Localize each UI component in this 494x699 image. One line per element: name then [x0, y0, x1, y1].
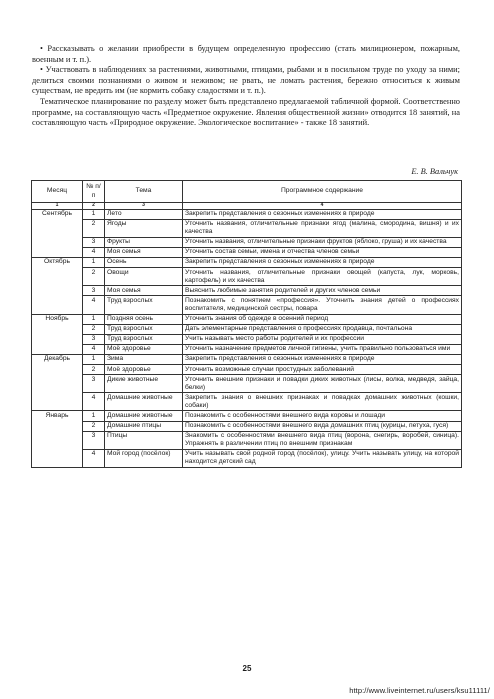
topic-cell: Домашние птицы	[105, 421, 183, 431]
content-cell: Закрепить знания о внешних признаках и повадках домашних животных (кошки, собаки)	[183, 393, 462, 411]
content-cell: Уточнить состав семьи, имена и отчества членов семьи	[183, 247, 462, 257]
topic-cell: Домашние животные	[105, 393, 183, 411]
table-row	[32, 334, 462, 344]
table-row	[32, 286, 462, 296]
content-cell: Закрепить представления о сезонных изменениях в природе	[183, 257, 462, 267]
topic-cell: Моё здоровье	[105, 344, 183, 354]
lesson-number-cell: 4	[83, 296, 105, 314]
table-row	[32, 209, 462, 219]
topic-cell: Осень	[105, 257, 183, 267]
table-row	[32, 431, 462, 449]
month-cell: Октябрь	[32, 257, 83, 314]
lesson-number-cell: 4	[83, 247, 105, 257]
lesson-number-cell: 1	[83, 257, 105, 267]
lesson-number-cell: 2	[83, 324, 105, 334]
content-cell: Уточнить внешние признаки и повадки диких животных (лисы, волка, медведя, зайца, белки)	[183, 375, 462, 393]
table-row	[32, 393, 462, 411]
topic-cell: Ягоды	[105, 219, 183, 237]
table-header-row	[32, 181, 462, 203]
lesson-number-cell: 3	[83, 286, 105, 296]
table-row	[32, 365, 462, 375]
lesson-number-cell: 1	[83, 354, 105, 364]
content-cell: Уточнить возможные случаи простудных заболеваний	[183, 365, 462, 375]
content-cell: Уточнить названия, отличительные признаки ягод (малина, смородина, вишня) и их качества	[183, 219, 462, 237]
table-row	[32, 314, 462, 324]
column-number: 4	[183, 203, 462, 210]
column-number: 2	[83, 203, 105, 210]
topic-cell: Моя семья	[105, 247, 183, 257]
content-cell: Закрепить представления о сезонных изменениях в природе	[183, 209, 462, 219]
topic-cell: Птицы	[105, 431, 183, 449]
lesson-number-cell: 3	[83, 334, 105, 344]
lesson-number-cell: 4	[83, 393, 105, 411]
table-row	[32, 219, 462, 237]
table-row	[32, 344, 462, 354]
content-cell: Учить называть свой родной город (посёлок), улицу. Учить называть улицу, на которой находится детский сад	[183, 449, 462, 467]
lesson-number-cell: 2	[83, 421, 105, 431]
month-cell: Ноябрь	[32, 314, 83, 354]
intro-paragraph: Тематическое планирование по разделу может быть представлено предлагаемой табличной формой. Соответственно программе, на составляющую часть «Предметное окружение. Явления общественной жизни» отводится 18 занятий, на составляющую часть «Природное окружение. Экологическое воспитание» - также 18 занятий.	[32, 96, 460, 128]
intro-text	[32, 44, 460, 129]
intro-paragraph: • Участвовать в наблюдениях за растениями, животными, птицами, рыбами и в посильном труде по уходу за ними; делиться своими познаниями о живом и неживом; не рвать, не ломать растения, бережно относиться к живым существам, не вредить им (не кормить собаку сладостями и т. п.).	[32, 65, 460, 96]
topic-cell: Лето	[105, 209, 183, 219]
topic-cell: Моя семья	[105, 286, 183, 296]
lesson-number-cell: 1	[83, 411, 105, 421]
page-number: 25	[242, 664, 252, 673]
topic-cell: Труд взрослых	[105, 296, 183, 314]
table-body	[32, 209, 462, 468]
month-cell: Декабрь	[32, 354, 83, 411]
content-cell: Учить называть место работы родителей и их профессии	[183, 334, 462, 344]
content-cell: Познакомить с понятием «профессия». Уточнить знания детей о профессиях воспитателя, медицинской сестры, повара	[183, 296, 462, 314]
lesson-number-cell: 1	[83, 314, 105, 324]
topic-cell: Мой город (посёлок)	[105, 449, 183, 467]
content-cell: Уточнить названия, отличительные признаки овощей (капуста, лук, морковь, картофель) и их качества	[183, 268, 462, 286]
intro-paragraph: • Рассказывать о желании приобрести в будущем определенную профессию (стать милиционером, пожарным, военным и т. п.).	[32, 44, 460, 64]
month-cell: Январь	[32, 411, 83, 468]
topic-cell: Поздняя осень	[105, 314, 183, 324]
topic-cell: Труд взрослых	[105, 324, 183, 334]
table-row	[32, 257, 462, 267]
table-row	[32, 237, 462, 247]
topic-cell: Дикие животные	[105, 375, 183, 393]
content-cell: Уточнить знания об одежде в осенний период	[183, 314, 462, 324]
lesson-number-cell: 2	[83, 268, 105, 286]
lesson-number-cell: 4	[83, 449, 105, 467]
table-row	[32, 296, 462, 314]
content-cell: Дать элементарные представления о профессиях продавца, почтальона	[183, 324, 462, 334]
lesson-number-cell: 2	[83, 365, 105, 375]
header-number: № п/п	[83, 181, 105, 203]
lesson-number-cell: 4	[83, 344, 105, 354]
content-cell: Знакомить с особенностями внешнего вида птиц (ворона, снегирь, воробей, синица). Упражнять в различении птиц по внешним признакам	[183, 431, 462, 449]
lesson-number-cell: 3	[83, 431, 105, 449]
author-signature: Е. В. Вальчук	[411, 167, 458, 176]
table-row	[32, 411, 462, 421]
content-cell: Познакомить с особенностями внешнего вида коровы и лошади	[183, 411, 462, 421]
lesson-number-cell: 2	[83, 219, 105, 237]
topic-cell: Овощи	[105, 268, 183, 286]
topic-cell: Моё здоровье	[105, 365, 183, 375]
column-number: 3	[105, 203, 183, 210]
topic-cell: Зима	[105, 354, 183, 364]
lesson-number-cell: 3	[83, 237, 105, 247]
topic-cell: Домашние животные	[105, 411, 183, 421]
table-row	[32, 354, 462, 364]
table-row	[32, 247, 462, 257]
month-cell: Сентябрь	[32, 209, 83, 257]
topic-cell: Труд взрослых	[105, 334, 183, 344]
content-cell: Познакомить с особенностями внешнего вида домашних птиц (курицы, петуха, гуся)	[183, 421, 462, 431]
thematic-plan-table	[31, 180, 462, 468]
lesson-number-cell: 1	[83, 209, 105, 219]
header-topic: Тема	[105, 181, 183, 203]
table-row	[32, 375, 462, 393]
column-number: 1	[32, 203, 83, 210]
content-cell: Уточнить назначение предметов личной гигиены, учить правильно пользоваться ими	[183, 344, 462, 354]
header-content: Программное содержание	[183, 181, 462, 203]
table-row	[32, 324, 462, 334]
lesson-number-cell: 3	[83, 375, 105, 393]
content-cell: Уточнить названия, отличительные признаки фруктов (яблоко, груша) и их качества	[183, 237, 462, 247]
table-row	[32, 449, 462, 467]
topic-cell: Фрукты	[105, 237, 183, 247]
table-row	[32, 421, 462, 431]
content-cell: Выяснить любимые занятия родителей и других членов семьи	[183, 286, 462, 296]
header-month: Месяц	[32, 181, 83, 203]
watermark-url: http://www.liveinternet.ru/users/ksu11111/	[349, 686, 490, 695]
table-row	[32, 268, 462, 286]
content-cell: Закрепить представления о сезонных изменениях в природе	[183, 354, 462, 364]
